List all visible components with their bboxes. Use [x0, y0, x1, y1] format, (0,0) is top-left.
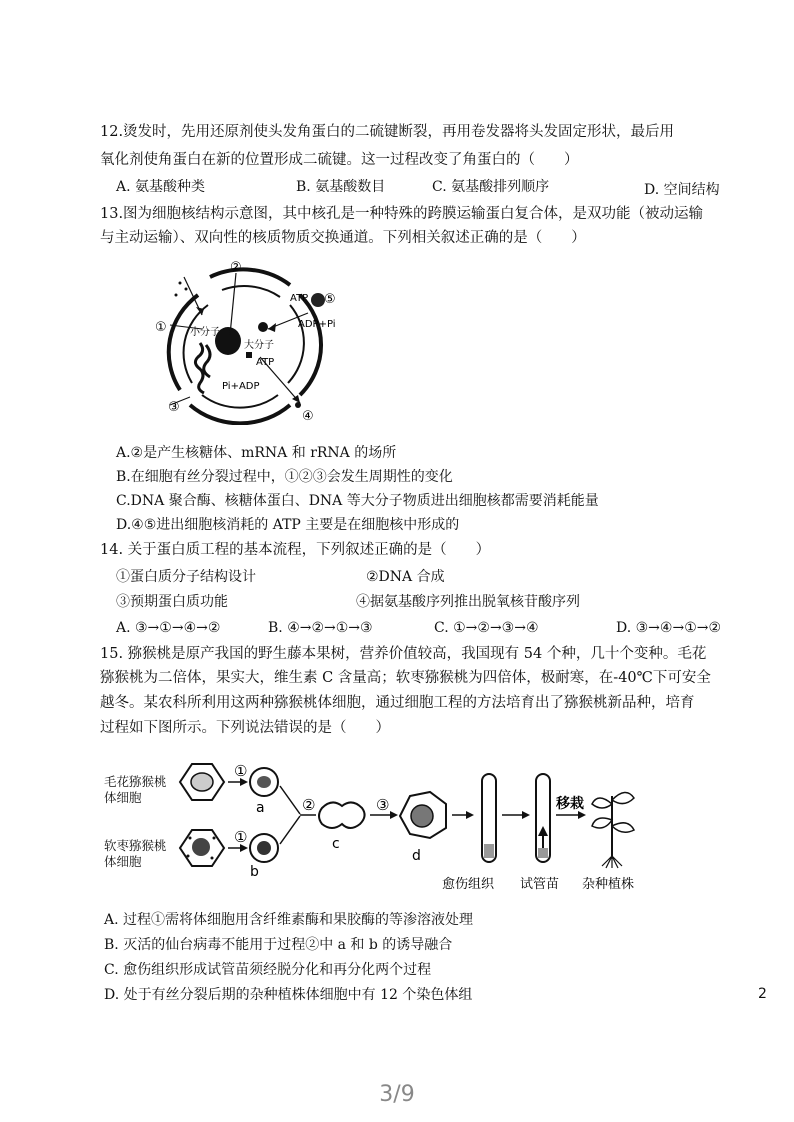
- q13-stem-line1: 13.图为细胞核结构示意图，其中核孔是一种特殊的跨膜运输蛋白复合体，是双功能（被动运输: [100, 206, 704, 222]
- small-molecule-label: 小分子: [190, 327, 220, 338]
- q13-option-b: B.在细胞有丝分裂过程中，①②③会发生周期性的变化: [116, 469, 453, 485]
- q13-option-a: A.②是产生核糖体、mRNA 和 rRNA 的场所: [116, 445, 397, 461]
- step-1-top: ①: [234, 762, 248, 780]
- ruanzao-label-line2: 体细胞: [104, 854, 142, 869]
- diagram-label-3: ③: [168, 400, 180, 415]
- q13-option-d: D.④⑤进出细胞核消耗的 ATP 主要是在细胞核中形成的: [116, 517, 460, 533]
- q14-option-b: B. ④→②→①→③: [268, 620, 373, 636]
- q12-stem-line1: 12.烫发时，先用还原剂使头发角蛋白的二硫键断裂，再用卷发器将头发固定形状，最后用: [100, 124, 675, 140]
- q15-option-b: B. 灭活的仙台病毒不能用于过程②中 a 和 b 的诱导融合: [104, 937, 453, 953]
- callus-label: 愈伤组织: [442, 877, 495, 892]
- step-1-bottom: ①: [234, 828, 248, 846]
- q14-item-3: ③预期蛋白质功能: [116, 594, 228, 610]
- pi-adp-label: Pi+ADP: [222, 381, 260, 392]
- q15-stem-line3: 越冬。某农科所利用这两种猕猴桃体细胞，通过细胞工程的方法培育出了猕猴桃新品种，培育: [100, 695, 695, 711]
- q12-option-d: D. 空间结构: [644, 182, 720, 198]
- maohua-label-line1: 毛花猕猴桃: [104, 774, 167, 789]
- q12-option-a: A. 氨基酸种类: [116, 179, 206, 195]
- q14-item-1: ①蛋白质分子结构设计: [116, 569, 256, 585]
- q12-option-b: B. 氨基酸数目: [296, 179, 386, 195]
- q14-item-2: ②DNA 合成: [366, 569, 445, 585]
- label-c: c: [332, 836, 340, 852]
- q12-option-c: C. 氨基酸排列顺序: [432, 179, 550, 195]
- diagram-label-5: ⑤: [324, 292, 336, 307]
- q12-stem-line2: 氧化剂使角蛋白在新的位置形成二硫键。这一过程改变了角蛋白的（ ）: [100, 152, 579, 168]
- large-molecule-label: 大分子: [244, 340, 274, 351]
- label-d: d: [412, 848, 421, 864]
- transplant-label: 移栽: [556, 796, 584, 812]
- fused-cell-c: [319, 802, 365, 828]
- nucleus-structure-diagram: [150, 255, 360, 425]
- ruanzao-label-line1: 软枣猕猴桃: [104, 838, 167, 853]
- adp-pi-top-label: ADP+Pi: [298, 319, 336, 330]
- q14-stem: 14. 关于蛋白质工程的基本流程，下列叙述正确的是（ ）: [100, 542, 491, 558]
- step-2: ②: [302, 796, 316, 814]
- diagram-label-1: ①: [155, 320, 167, 335]
- diagram-label-2: ②: [230, 260, 242, 275]
- q14-option-a: A. ③→①→④→②: [116, 620, 221, 636]
- q15-stem-line4: 过程如下图所示。下列说法错误的是（ ）: [100, 720, 390, 736]
- q15-stem-line1: 15. 猕猴桃是原产我国的野生藤本果树，营养价值较高，我国现有 54 个种，几十个变种。毛花: [100, 646, 707, 662]
- q13-option-c: C.DNA 聚合酶、核糖体蛋白、DNA 等大分子物质进出细胞核都需要消耗能量: [116, 493, 599, 509]
- step-3: ③: [376, 796, 390, 814]
- atp-top-label: ATP: [290, 293, 309, 304]
- q15-option-c: C. 愈伤组织形成试管苗须经脱分化和再分化两个过程: [104, 962, 432, 978]
- q14-option-c: C. ①→②→③→④: [434, 620, 539, 636]
- page-indicator: 3/9: [379, 1082, 415, 1107]
- atp-mid-label: ATP: [256, 357, 275, 368]
- hybrid-plant-label: 杂种植株: [582, 877, 635, 892]
- seedling-label: 试管苗: [520, 877, 560, 892]
- q14-item-4: ④据氨基酸序列推出脱氧核苷酸序列: [356, 594, 580, 610]
- diagram-label-4: ④: [302, 409, 314, 424]
- q15-stem-line2: 猕猴桃为二倍体，果实大，维生素 C 含量高；软枣猕猴桃为四倍体，极耐寒，在-40℃下可安全: [100, 670, 711, 686]
- label-a: a: [256, 800, 265, 816]
- chromatin: [195, 343, 210, 393]
- maohua-label-line2: 体细胞: [104, 790, 142, 805]
- side-page-number: 2: [758, 986, 767, 1002]
- q15-option-a: A. 过程①需将体细胞用含纤维素酶和果胶酶的等渗溶液处理: [104, 912, 474, 928]
- kiwi-fusion-process-diagram: [100, 756, 660, 896]
- q15-option-d: D. 处于有丝分裂后期的杂种植株体细胞中有 12 个染色体组: [104, 987, 473, 1003]
- q14-option-d: D. ③→④→①→②: [616, 620, 722, 636]
- nuclear-envelope-outer-left: [169, 295, 198, 390]
- nuclear-envelope-outer-top: [210, 269, 290, 285]
- label-b: b: [250, 864, 259, 880]
- q13-stem-line2: 与主动运输）、双向性的核质物质交换通道。下列相关叙述正确的是（ ）: [100, 230, 586, 246]
